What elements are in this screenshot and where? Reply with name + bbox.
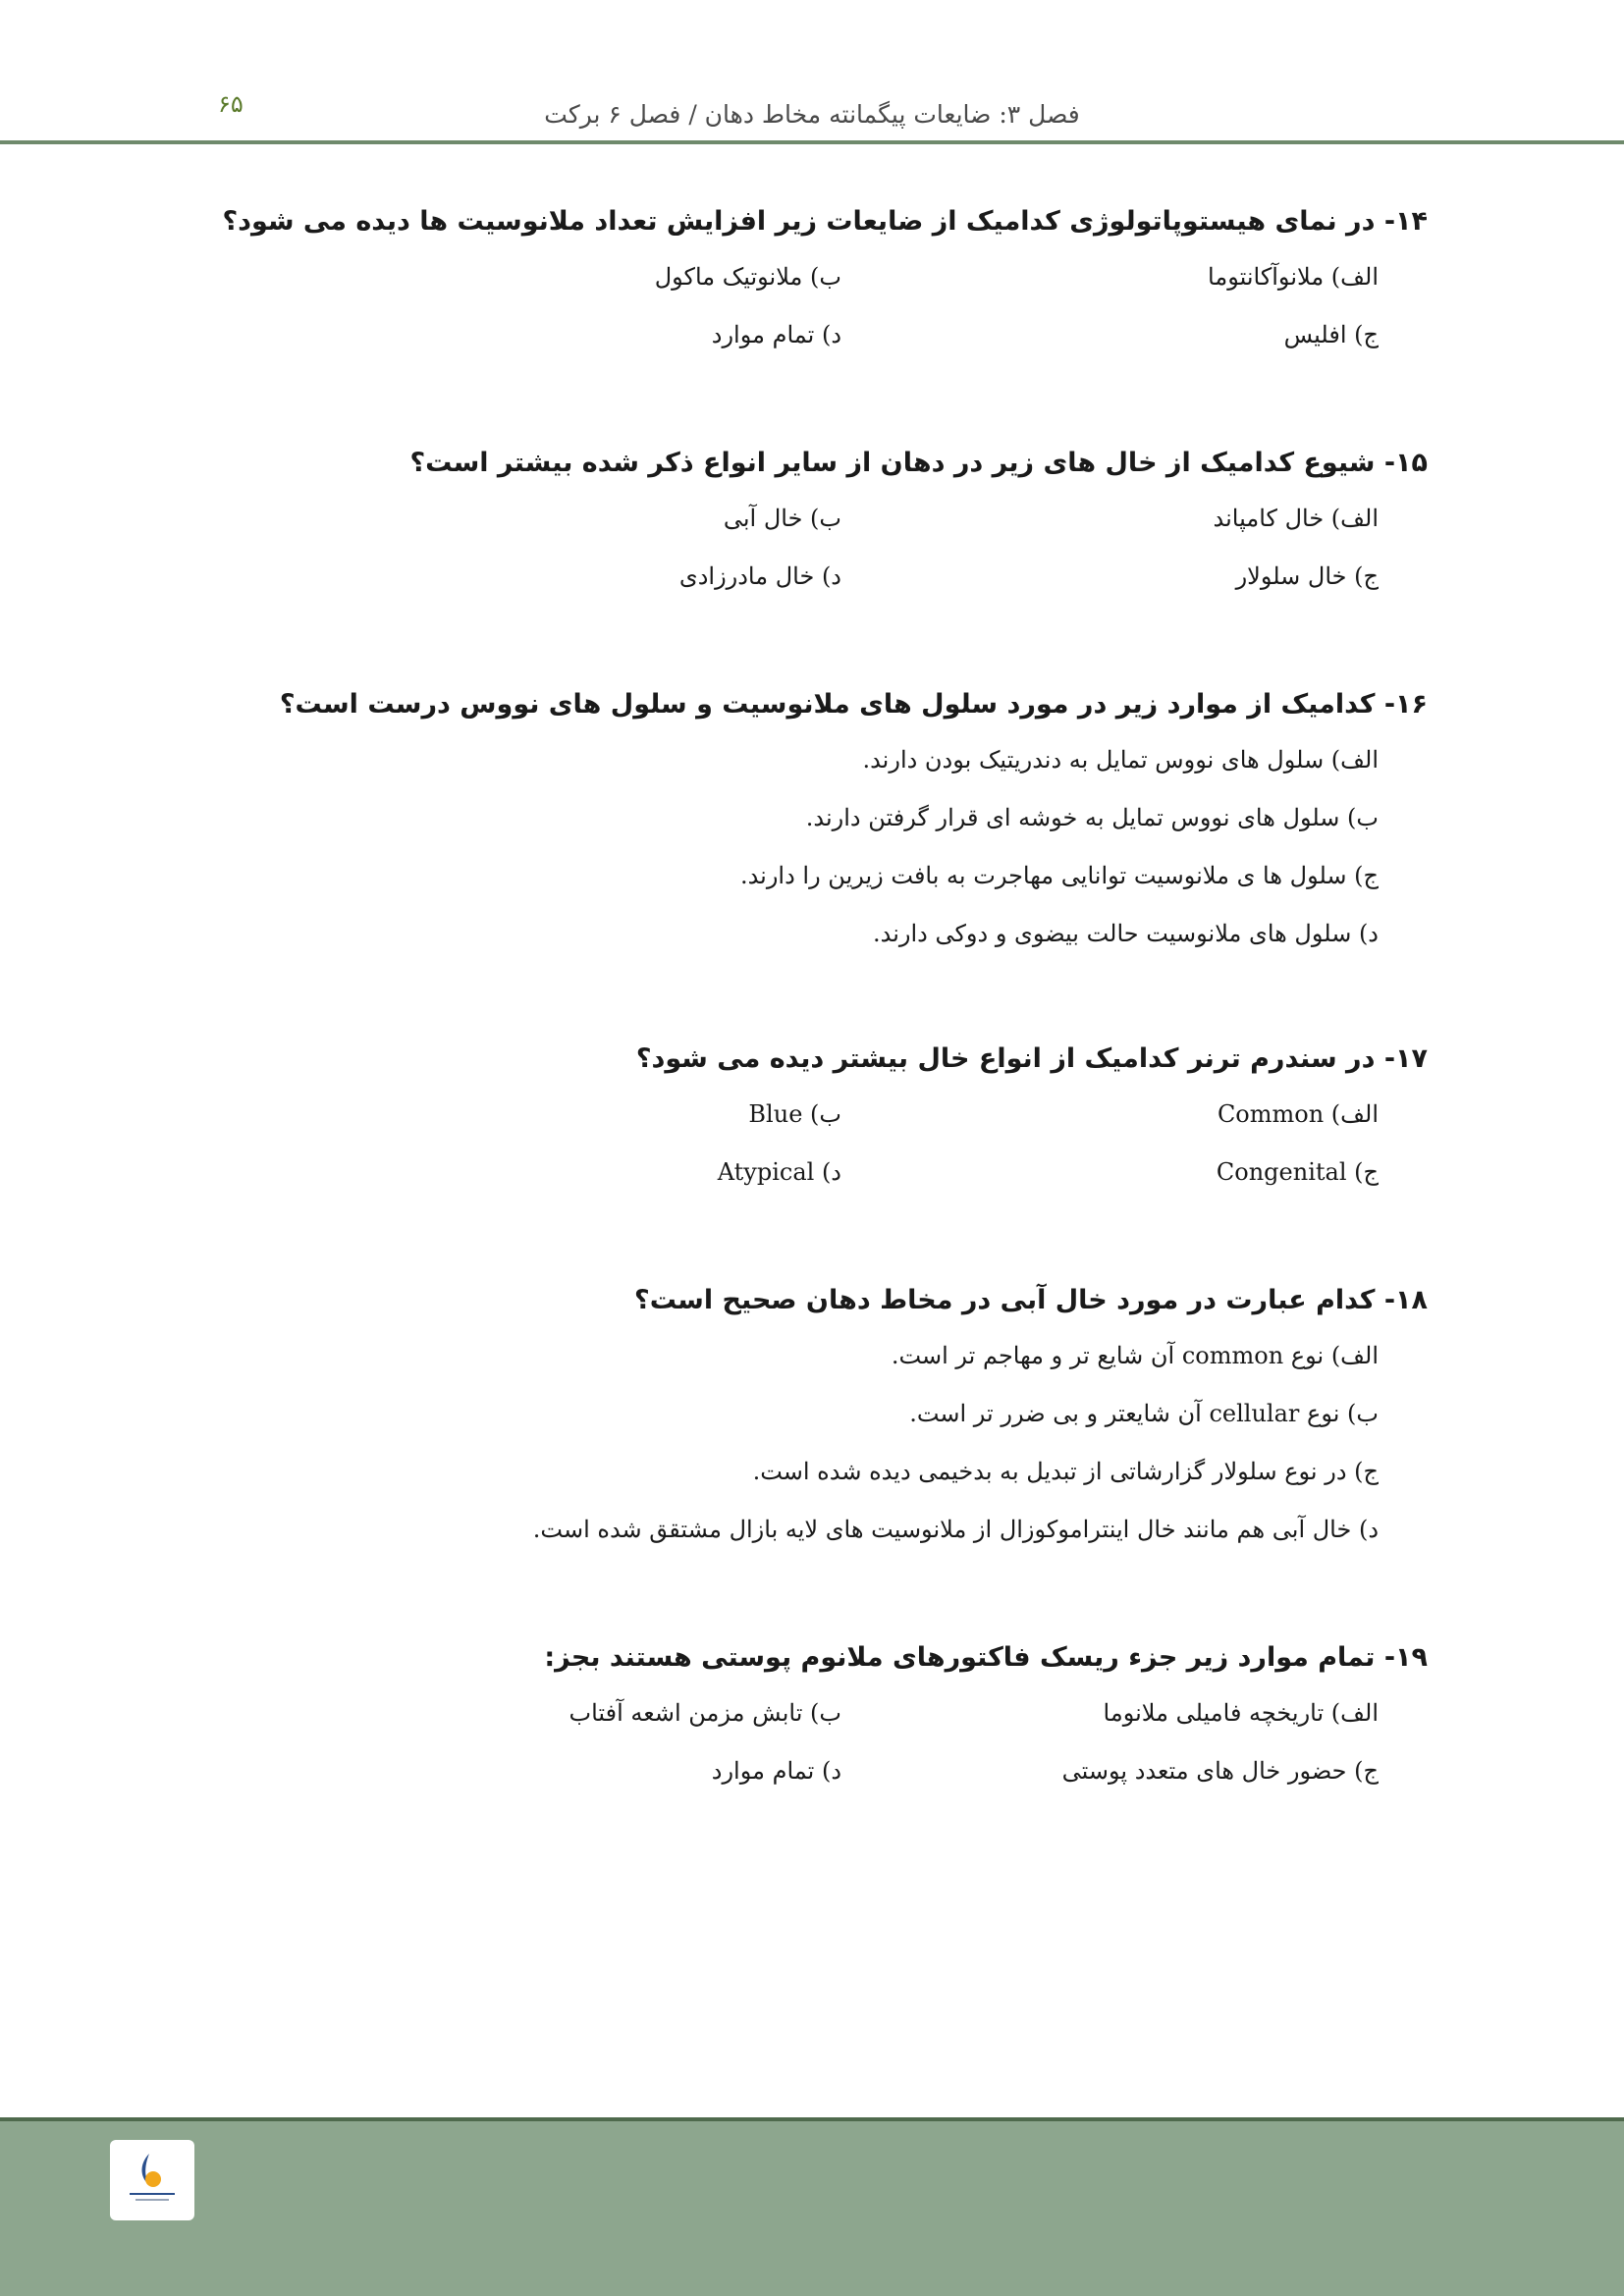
option-d: د) خال آبی هم مانند خال اینترامو‌کوزال از ملانوسیت های لایه بازال مشتقق شده است. <box>532 1516 1379 1543</box>
option-d: د) تمام موارد <box>711 1757 841 1785</box>
option-b: ب) ملانوتیک ماکول <box>654 263 841 291</box>
option-a: الف) سلول های نووس تمایل به دندریتیک بودن دارند. <box>862 746 1379 774</box>
options-grid <box>151 257 1428 375</box>
option-d: د) سلول های ملانوسیت حالت بیضوی و دوکی دارند. <box>873 920 1379 947</box>
option-c: ج) خال سلولار <box>1235 562 1379 590</box>
option-c: ج) سلول ها ی ملانوسیت توانایی مهاجرت به بافت زیرین را دارند. <box>739 862 1379 889</box>
option-c: ج) در نوع سلولار گزارشاتی از تبدیل به بدخیمی دیده شده است. <box>752 1458 1379 1485</box>
options-grid <box>151 1693 1428 1811</box>
option-a: الف) Common <box>1217 1100 1379 1128</box>
publisher-logo <box>110 2140 194 2220</box>
page-number: ۶۵ <box>218 90 244 118</box>
option-c: ج) افلیس <box>1283 321 1379 348</box>
question-14 <box>151 202 1428 375</box>
question-15 <box>151 444 1428 616</box>
option-d: د) Atypical <box>717 1158 841 1186</box>
option-b: ب) Blue <box>748 1100 841 1128</box>
option-b: ب) خال آبی <box>723 505 841 532</box>
option-c: ج) حضور خال های متعدد پوستی <box>1061 1757 1379 1785</box>
option-b: ب) تابش مزمن اشعه آفتاب <box>568 1699 841 1727</box>
logo-icon <box>110 2140 194 2220</box>
question-title: ۱۶- کدامیک از موارد زیر در مورد سلول های ملانوسیت و سلول های نووس درست است؟ <box>279 689 1428 720</box>
option-a: الف) ملانوآکانتوما <box>1208 263 1379 291</box>
question-title: ۱۹- تمام موارد زیر جزء ریسک فاکتورهای ملانوم پوستی هستند بجز: <box>544 1642 1428 1673</box>
option-a: الف) خال کامپاند <box>1213 505 1379 532</box>
options-list <box>151 1336 1428 1549</box>
question-16 <box>151 685 1428 972</box>
question-title: ۱۷- در سندرم ترنر کدامیک از انواع خال بیشتر دیده می شود؟ <box>635 1043 1428 1074</box>
option-b: ب) نوع cellular آن شایعتر و بی ضرر تر است. <box>909 1400 1379 1427</box>
options-grid <box>151 1095 1428 1212</box>
option-a: الف) تاریخچه فامیلی ملانوما <box>1103 1699 1379 1727</box>
footer-band <box>0 2121 1624 2296</box>
header-divider <box>0 140 1624 144</box>
option-b: ب) سلول های نووس تمایل به خوشه ای قرار گرفتن دارند. <box>805 804 1379 831</box>
option-d: د) خال مادرزادی <box>678 562 841 590</box>
options-grid <box>151 499 1428 616</box>
question-19 <box>151 1638 1428 1811</box>
option-d: د) تمام موارد <box>711 321 841 348</box>
question-title: ۱۵- شیوع کدامیک از خال های زیر در دهان از سایر انواع ذکر شده بیشتر است؟ <box>409 448 1428 478</box>
question-18 <box>151 1281 1428 1568</box>
question-title: ۱۴- در نمای هیستوپاتولوژی کدامیک از ضایعات زیر افزایش تعداد ملانوسیت ها دیده می شود؟ <box>222 206 1428 237</box>
options-list <box>151 740 1428 953</box>
running-header-title: فصل ۳: ضایعات پیگمانته مخاط دهان / فصل ۶ برکت <box>544 100 1080 129</box>
option-a: الف) نوع common آن شایع تر و مهاجم تر است. <box>891 1342 1379 1369</box>
question-17 <box>151 1040 1428 1212</box>
option-c: ج) Congenital <box>1216 1158 1379 1186</box>
question-title: ۱۸- کدام عبارت در مورد خال آبی در مخاط دهان صحیح است؟ <box>634 1285 1428 1315</box>
